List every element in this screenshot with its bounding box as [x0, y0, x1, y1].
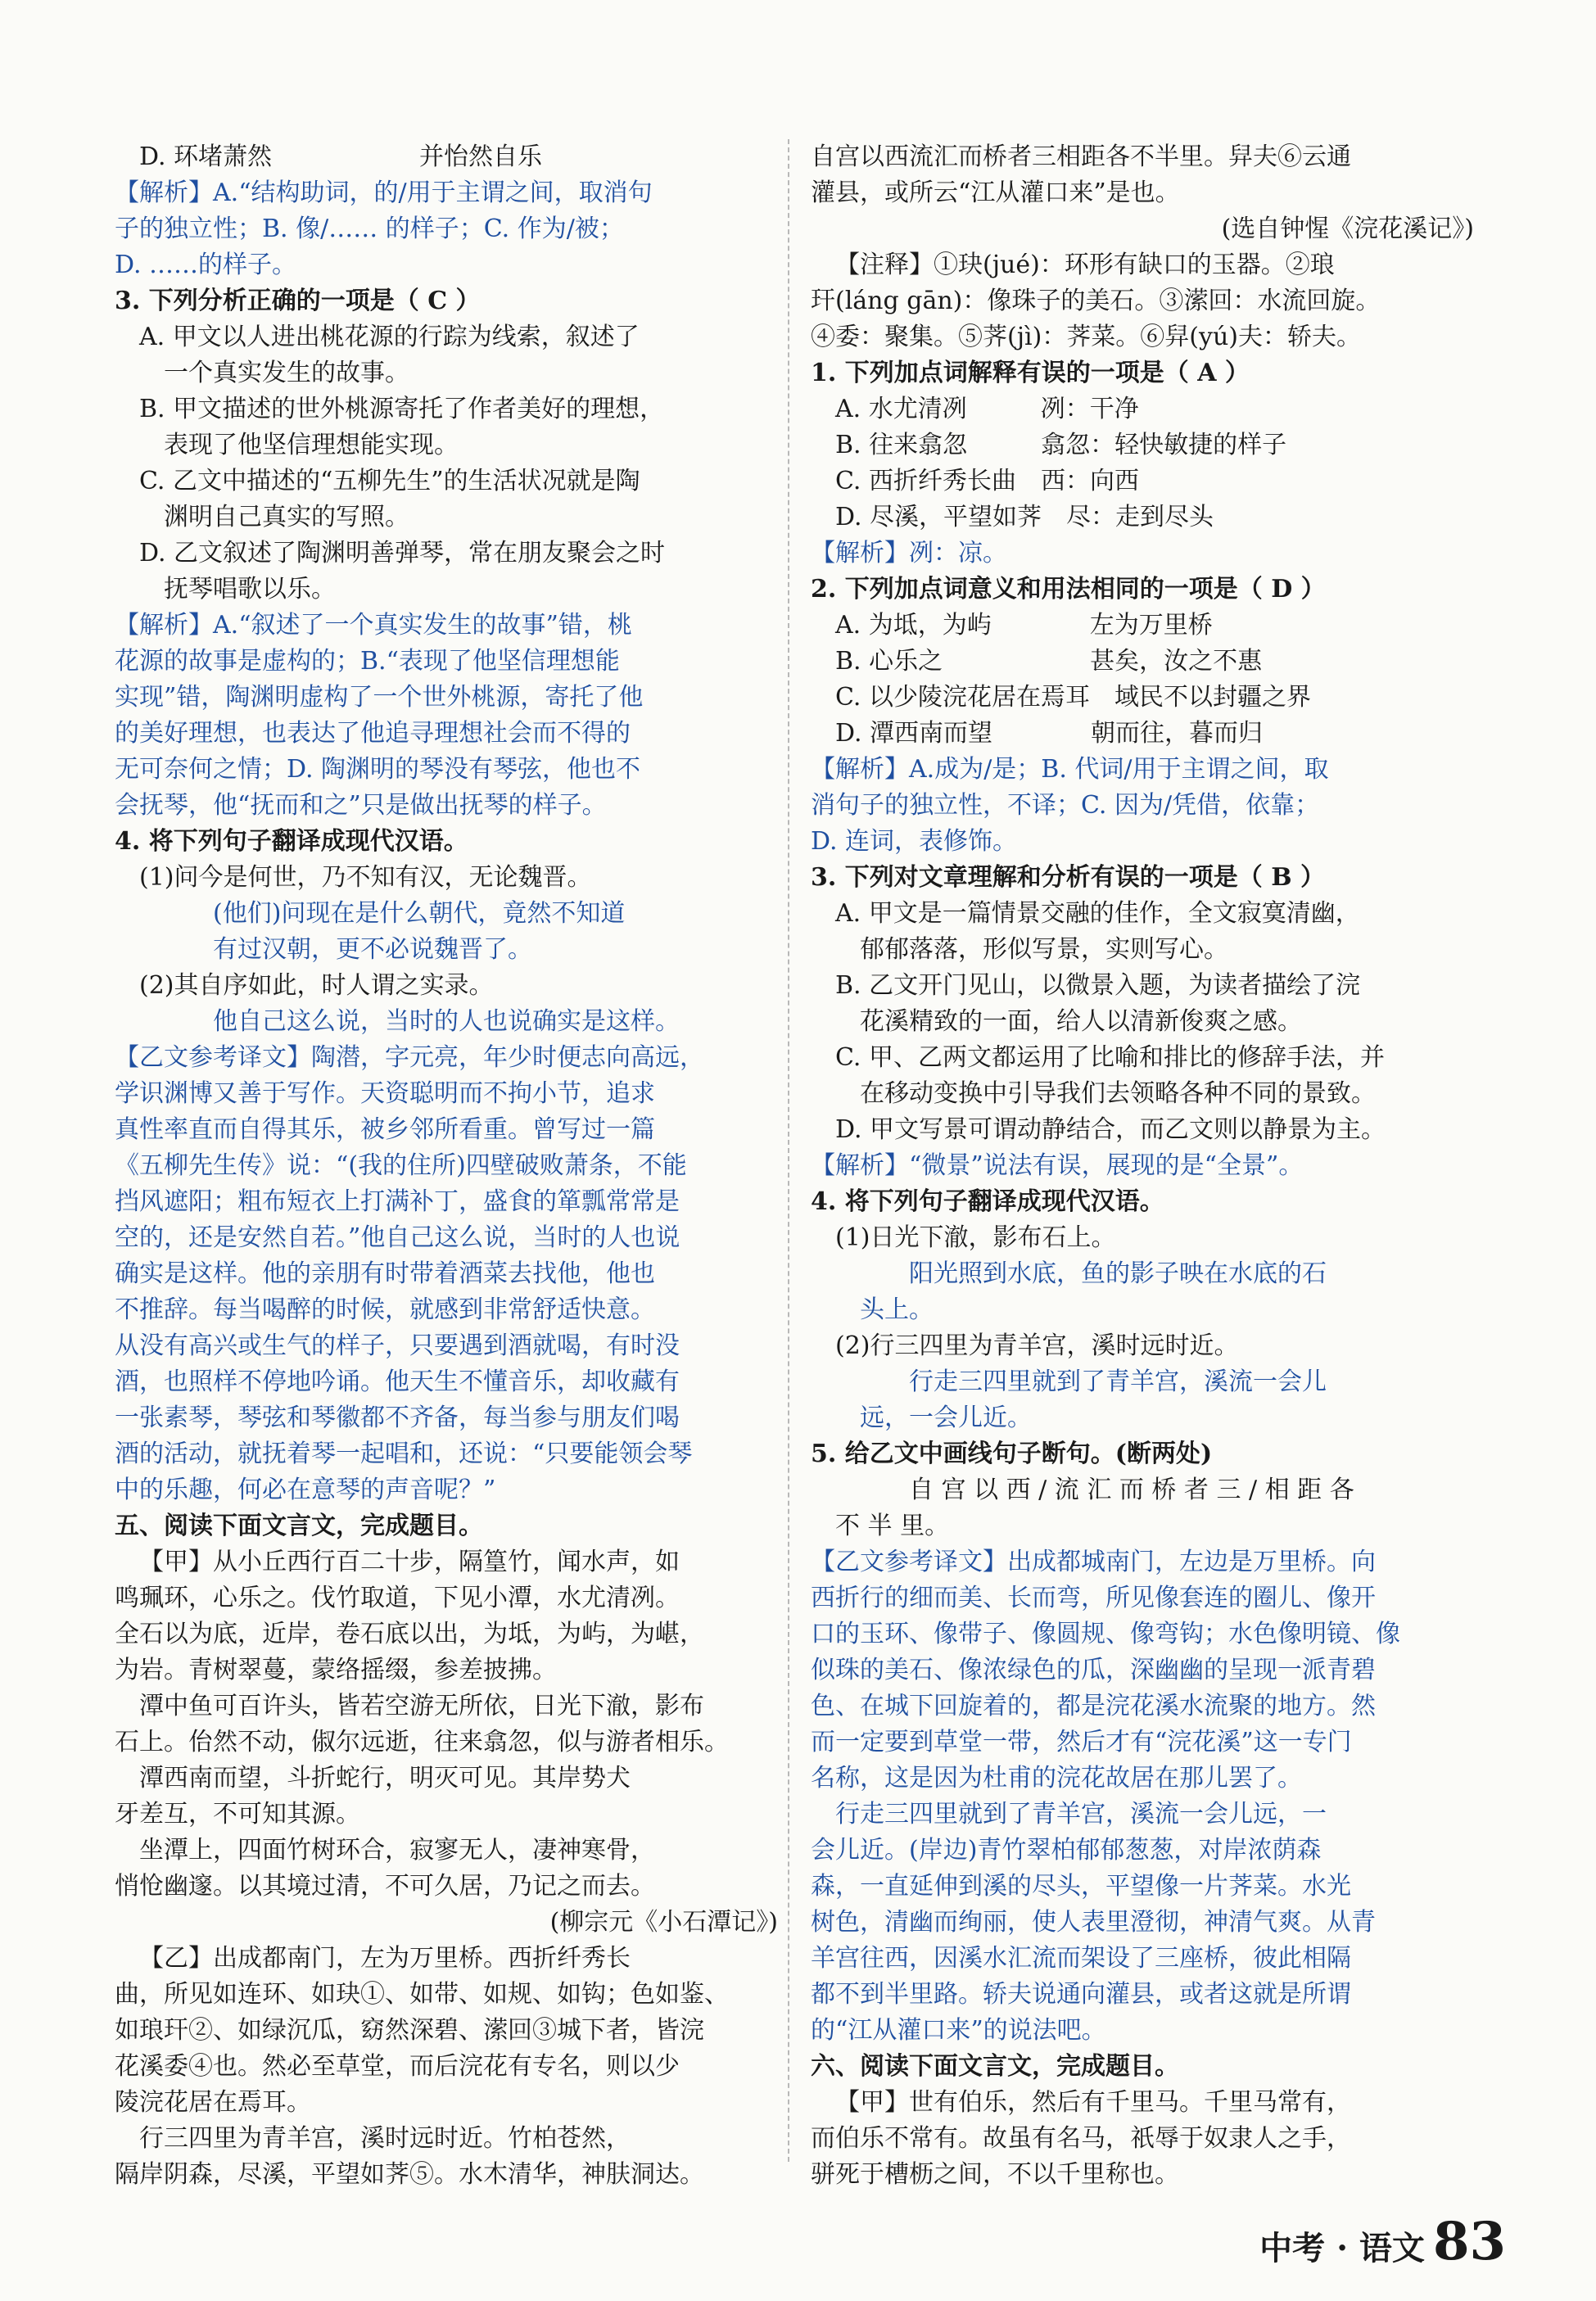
left-line: 实现”错，陶渊明虚构了一个世外桃源，寄托了他	[115, 683, 644, 712]
footer-label: 中考 · 语文	[1259, 2229, 1425, 2267]
left-line: 他自己这么说，当时的人也说确实是这样。	[213, 1007, 680, 1036]
left-line: 学识渊博又善于写作。天资聪明而不拘小节，追求	[115, 1079, 655, 1108]
left-line: 中的乐趣，何必在意琴的声音呢？”	[115, 1476, 496, 1504]
right-line: 4. 将下列句子翻译成现代汉语。	[811, 1187, 1164, 1216]
right-line: 【乙文参考译文】出成都城南门，左边是万里桥。向	[811, 1548, 1376, 1576]
left-line: C. 乙文中描述的“五柳先生”的生活状况就是陶	[139, 467, 640, 495]
left-line: (柳宗元《小石潭记》)	[549, 1908, 778, 1937]
right-column	[811, 139, 1474, 2193]
right-line: B. 乙文开门见山，以微景入题，为读者描绘了浣	[835, 971, 1361, 1000]
right-line: 骈死于槽枥之间，不以千里称也。	[811, 2160, 1179, 2189]
left-line: 【解析】A.“结构助词，的/用于主谓之间，取消句	[115, 179, 653, 207]
left-line: 潭中鱼可百许头，皆若空游无所依，日光下澈，影布	[139, 1692, 704, 1720]
right-line: 自宫以西流汇而桥者三相距各不半里。舁夫⑥云通	[811, 142, 1351, 171]
left-line: 悄怆幽邃。以其境过清，不可久居，乃记之而去。	[115, 1872, 655, 1901]
left-line: D. 乙文叙述了陶渊明善弹琴，常在朋友聚会之时	[139, 539, 666, 567]
left-line: 鸣珮环，心乐之。伐竹取道，下见小潭，水尤清冽。	[115, 1584, 680, 1612]
left-line: 如琅玕②、如绿沉瓜，窈然深碧、潆回③城下者，皆浣	[115, 2016, 704, 2045]
right-line: D. 尽溪，平望如荠 尽：走到尽头	[835, 503, 1214, 531]
left-line: 有过汉朝，更不必说魏晋了。	[213, 935, 532, 964]
left-line: 不推辞。每当喝醉的时候，就感到非常舒适快意。	[115, 1295, 655, 1324]
right-line: D. 甲文写景可谓动静结合，而乙文则以静景为主。	[835, 1115, 1386, 1144]
right-line: 色、在城下回旋着的，都是浣花溪水流聚的地方。然	[811, 1692, 1376, 1720]
right-line: 5. 给乙文中画线句子断句。(断两处)	[811, 1440, 1213, 1468]
right-line: 羊宫往西，因溪水汇流而架设了三座桥，彼此相隔	[811, 1944, 1351, 1973]
left-line: 花溪委④也。然必至草堂，而后浣花有专名，则以少	[115, 2052, 680, 2081]
left-line: (1)问今是何世，乃不知有汉，无论魏晋。	[139, 863, 592, 892]
right-line: D. 潭西南而望 朝而往，暮而归	[835, 719, 1264, 748]
right-line: 【解析】冽：凉。	[811, 539, 1007, 567]
left-line: A. 甲文以人进出桃花源的行踪为线索，叙述了	[139, 323, 640, 351]
right-line: ④委：聚集。⑤荠(jì)：荠菜。⑥舁(yú)夫：轿夫。	[811, 323, 1361, 351]
left-line: 3. 下列分析正确的一项是（ C ）	[115, 287, 481, 315]
right-line: 玕(láng gān)：像珠子的美石。③潆回：水流回旋。	[811, 287, 1381, 315]
right-line: A. 为坻，为屿 左为万里桥	[835, 611, 1213, 640]
right-line: 的“江从灌口来”的说法吧。	[811, 2016, 1106, 2045]
left-line: 【解析】A.“叙述了一个真实发生的故事”错，桃	[115, 611, 632, 640]
right-line: 行走三四里就到了青羊宫，溪流一会儿远，一	[835, 1800, 1327, 1829]
left-line: (他们)问现在是什么朝代，竟然不知道	[213, 899, 626, 928]
left-line: D. ……的样子。	[115, 251, 297, 279]
right-line: 阳光照到水底，鱼的影子映在水底的石	[909, 1259, 1327, 1288]
right-line: C. 西折纤秀长曲 西：向西	[835, 467, 1139, 495]
column-divider	[788, 139, 789, 2162]
right-line: 3. 下列对文章理解和分析有误的一项是（ B ）	[811, 863, 1326, 892]
left-line: 一个真实发生的故事。	[164, 359, 409, 387]
right-line: 【甲】世有伯乐，然后有千里马。千里马常有，	[835, 2088, 1351, 2117]
right-line: C. 以少陵浣花居在焉耳 域民不以封疆之界	[835, 683, 1311, 712]
right-line: 花溪精致的一面，给人以清新俊爽之感。	[860, 1007, 1302, 1036]
left-line: 渊明自己真实的写照。	[164, 503, 409, 531]
right-line: A. 甲文是一篇情景交融的佳作，全文寂寞清幽，	[835, 899, 1360, 928]
left-line: 《五柳先生传》说：“(我的住所)四壁破败萧条，不能	[115, 1151, 687, 1180]
left-line: 抚琴唱歌以乐。	[164, 575, 336, 604]
left-line: 无可奈何之情；D. 陶渊明的琴没有琴弦，他也不	[115, 755, 641, 784]
right-line: (1)日光下澈，影布石上。	[835, 1223, 1116, 1252]
right-line: 2. 下列加点词意义和用法相同的一项是（ D ）	[811, 575, 1326, 604]
left-line: 子的独立性；B. 像/…… 的样子；C. 作为/被；	[115, 215, 624, 243]
left-line: 坐潭上，四面竹树环合，寂寥无人，凄神寒骨，	[139, 1836, 655, 1865]
right-line: 似珠的美石、像浓绿色的瓜，深幽幽的呈现一派青碧	[811, 1656, 1376, 1684]
left-line: 从没有高兴或生气的样子，只要遇到酒就喝，有时没	[115, 1331, 680, 1360]
right-line: 行走三四里就到了青羊宫，溪流一会儿	[909, 1367, 1327, 1396]
right-line: 头上。	[860, 1295, 934, 1324]
left-line: 空的，还是安然自若。”他自己这么说，当时的人也说	[115, 1223, 680, 1252]
right-line: A. 水尤清冽 冽：干净	[835, 395, 1139, 423]
right-line: C. 甲、乙两文都运用了比喻和排比的修辞手法，并	[835, 1043, 1385, 1072]
right-line: 远，一会儿近。	[860, 1404, 1032, 1432]
left-line: 牙差互，不可知其源。	[115, 1800, 360, 1829]
right-line: 名称，这是因为杜甫的浣花故居在那儿罢了。	[811, 1764, 1302, 1792]
right-line: 自 宫 以 西 / 流 汇 而 桥 者 三 / 相 距 各	[909, 1476, 1354, 1504]
left-line: 确实是这样。他的亲朋有时带着酒菜去找他，他也	[115, 1259, 655, 1288]
right-line: 在移动变换中引导我们去领略各种不同的景致。	[860, 1079, 1376, 1108]
left-line: 【乙】出成都南门，左为万里桥。西折纤秀长	[139, 1944, 631, 1973]
left-line: 陵浣花居在焉耳。	[115, 2088, 311, 2117]
left-line: 真性率直而自得其乐，被乡邻所看重。曾写过一篇	[115, 1115, 655, 1144]
right-line: 都不到半里路。轿夫说通向灌县，或者这就是所谓	[811, 1980, 1351, 2009]
left-line: 【甲】从小丘西行百二十步，隔篁竹，闻水声，如	[139, 1548, 680, 1576]
left-line: 挡风遮阳；粗布短衣上打满补丁，盛食的箪瓢常常是	[115, 1187, 680, 1216]
left-line: (2)其自序如此，时人谓之实录。	[139, 971, 494, 1000]
left-line: 为岩。青树翠蔓，蒙络摇缀，参差披拂。	[115, 1656, 557, 1684]
left-line: B. 甲文描述的世外桃源寄托了作者美好的理想，	[139, 395, 665, 423]
left-line: D. 环堵萧然 并怡然自乐	[139, 142, 543, 171]
left-line: 隔岸阴森，尽溪，平望如荠⑤。水木清华，神肤洞达。	[115, 2160, 704, 2189]
right-line: D. 连词，表修饰。	[811, 827, 1018, 856]
right-line: 【注释】①玦(jué)：环形有缺口的玉器。②琅	[835, 251, 1335, 279]
right-line: B. 往来翕忽 翕忽：轻快敏捷的样子	[835, 431, 1287, 459]
right-line: 口的玉环、像带子、像圆规、像弯钩；水色像明镜、像	[811, 1620, 1400, 1648]
left-line: 酒，也照样不停地吟诵。他天生不懂音乐，却收藏有	[115, 1367, 680, 1396]
right-line: 树色，清幽而绚丽，使人表里澄彻，神清气爽。从青	[811, 1908, 1376, 1937]
left-column	[115, 139, 778, 2193]
right-line: 灌县，或所云“江从灌口来”是也。	[811, 179, 1180, 207]
page-number: 83	[1432, 2211, 1506, 2272]
left-line: 潭西南而望，斗折蛇行，明灭可见。其岸势犬	[139, 1764, 631, 1792]
right-line: 而伯乐不常有。故虽有名马，祇辱于奴隶人之手，	[811, 2124, 1351, 2153]
page-footer	[1259, 2211, 1506, 2272]
left-line: 酒的活动，就抚着琴一起唱和，还说：“只要能领会琴	[115, 1440, 693, 1468]
right-line: 不 半 里。	[835, 1512, 950, 1540]
left-line: 的美好理想，也表达了他追寻理想社会而不得的	[115, 719, 631, 748]
right-line: 西折行的细而美、长而弯，所见像套连的圈儿、像开	[811, 1584, 1376, 1612]
right-line: (2)行三四里为青羊宫，溪时远时近。	[835, 1331, 1239, 1360]
left-line: 曲，所见如连环、如玦①、如带、如规、如钩；色如鉴、	[115, 1980, 729, 2009]
right-line: 而一定要到草堂一带，然后才有“浣花溪”这一专门	[811, 1728, 1352, 1756]
left-line: 表现了他坚信理想能实现。	[164, 431, 459, 459]
left-line: 4. 将下列句子翻译成现代汉语。	[115, 827, 468, 856]
left-line: 行三四里为青羊宫，溪时远时近。竹柏苍然，	[139, 2124, 631, 2153]
right-line: 郁郁落落，形似写景，实则写心。	[860, 935, 1228, 964]
left-line: 石上。佁然不动，俶尔远逝，往来翕忽，似与游者相乐。	[115, 1728, 729, 1756]
right-line: 六、阅读下面文言文，完成题目。	[811, 2052, 1179, 2081]
right-line: (选自钟惺《浣花溪记》)	[1221, 215, 1474, 243]
right-line: 消句子的独立性，不译；C. 因为/凭借，依靠；	[811, 791, 1320, 820]
left-line: 会抚琴，他“抚而和之”只是做出抚琴的样子。	[115, 791, 607, 820]
right-line: 【解析】“微景”说法有误，展现的是“全景”。	[811, 1151, 1304, 1180]
left-line: 五、阅读下面文言文，完成题目。	[115, 1512, 483, 1540]
right-line: 1. 下列加点词解释有误的一项是（ A ）	[811, 359, 1250, 387]
right-line: 【解析】A.成为/是；B. 代词/用于主谓之间，取	[811, 755, 1329, 784]
left-line: 【乙文参考译文】陶潜，字元亮，年少时便志向高远，	[115, 1043, 704, 1072]
left-line: 花源的故事是虚构的；B.“表现了他坚信理想能	[115, 647, 620, 676]
right-line: 会儿近。(岸边)青竹翠柏郁郁葱葱，对岸浓荫森	[811, 1836, 1322, 1865]
right-line: B. 心乐之 甚矣，汝之不惠	[835, 647, 1263, 676]
left-line: 全石以为底，近岸，卷石底以出，为坻，为屿，为嵁，	[115, 1620, 704, 1648]
left-line: 一张素琴，琴弦和琴徽都不齐备，每当参与朋友们喝	[115, 1404, 680, 1432]
right-line: 森，一直延伸到溪的尽头，平望像一片荠菜。水光	[811, 1872, 1351, 1901]
